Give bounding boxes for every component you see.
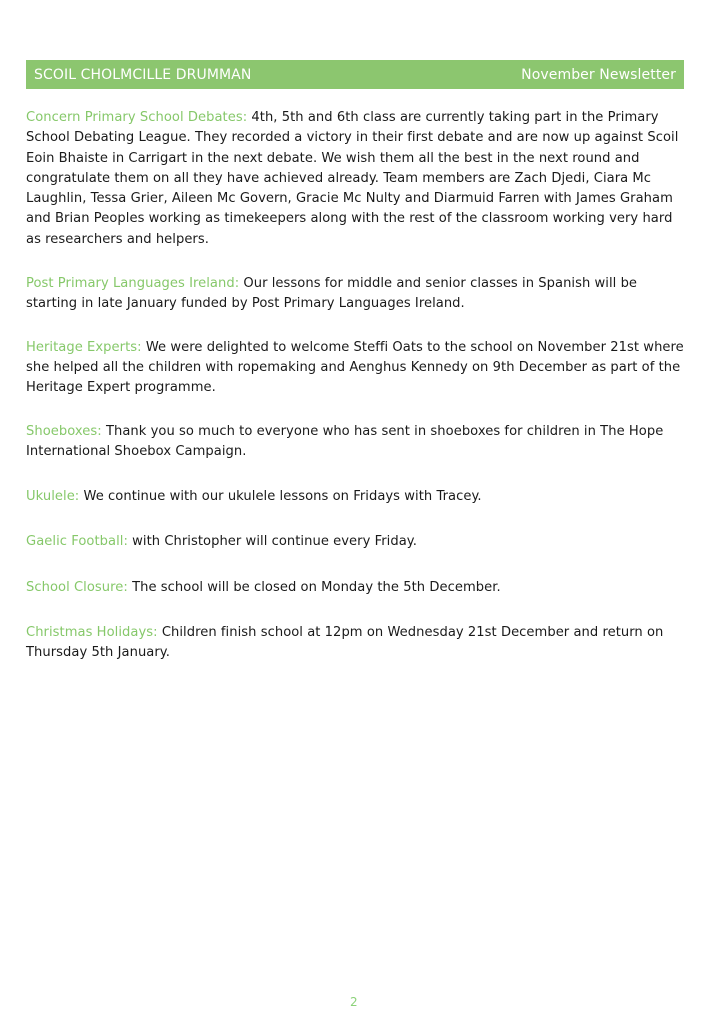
news-item-body: with Christopher will continue every Friday. [132,534,417,550]
news-item-christmas-holidays [26,623,686,664]
newsletter-content [26,108,686,664]
newsletter-title: November Newsletter [521,66,676,83]
news-item-body: 4th, 5th and 6th class are currently taking part in the Primary School Debating League. They recorded a victory in their first debate and are now up against Scoil Eoin Bhaiste in Carrigart in the next debate. We wish them all the best in the next round and congratulate them on all they have achieved already. Team members are Zach Djedi, Ciara Mc Laughlin, Tessa Grier, Aileen Mc Govern, Gracie Mc Nulty and Diarmuid Farren with James Graham and Brian Peoples working as timekeepers along with the rest of the classroom working very hard as researchers and helpers. [26,110,679,247]
newsletter-header-bar [26,60,684,89]
news-item-heading: Shoeboxes: [26,423,102,439]
news-item-body: Thank you so much to everyone who has sent in shoeboxes for children in The Hope International Shoebox Campaign. [26,423,664,459]
page-number: 2 [350,995,358,1009]
news-item-heading: Christmas Holidays: [26,625,158,641]
news-item-debates [26,108,686,250]
news-item-heading: Heritage Experts: [26,339,142,355]
news-item-heading: School Closure: [26,579,128,595]
news-item-heritage [26,338,686,399]
news-item-heading: Ukulele: [26,489,80,505]
news-item-languages [26,274,686,315]
news-item-body: Our lessons for middle and senior classes in Spanish will be starting in late January funded by Post Primary Languages Ireland. [26,276,638,312]
news-item-heading: Concern Primary School Debates: [26,110,248,125]
news-item-body: We were delighted to welcome Steffi Oats to the school on November 21st where she helped all the children with ropemaking and Aenghus Kennedy on 9th December as part of the Heritage Expert programme. [26,339,684,396]
news-item-ukulele [26,487,686,507]
news-item-heading: Post Primary Languages Ireland: [26,276,240,292]
news-item-body: Children finish school at 12pm on Wednesday 21st December and return on Thursday 5th January. [26,625,664,661]
news-item-school-closure [26,578,686,598]
school-name: SCOIL CHOLMCILLE DRUMMAN [34,66,252,83]
news-item-body: We continue with our ukulele lessons on Fridays with Tracey. [83,489,482,505]
news-item-body: The school will be closed on Monday the 5th December. [132,579,501,595]
news-item-gaelic-football [26,532,686,552]
news-item-heading: Gaelic Football: [26,534,128,550]
news-item-shoeboxes [26,422,686,463]
